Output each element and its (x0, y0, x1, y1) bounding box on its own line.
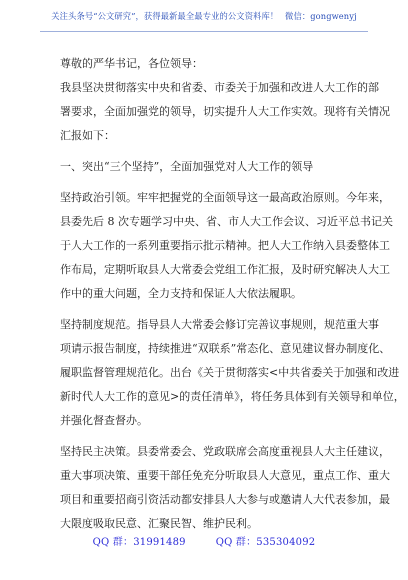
paragraph-institution-line: 新时代人大工作的意见>的责任清单》，将任务具体到有关领导和单位， (60, 390, 405, 403)
salutation: 尊敬的严华书记，各位领导： (60, 57, 203, 70)
paragraph-political-line: 于人大工作的一系列重要指示批示精神。把人大工作纳入县委整体工 (60, 239, 390, 252)
paragraph-political-line: 作布局，定期听取县人大常委会党组工作汇报，及时研究解决人大工 (60, 263, 390, 276)
paragraph-democracy-line: 坚持民主决策。县委常委会、党政联席会高度重视县人大主任建议， (60, 445, 390, 458)
paragraph-democracy-line: 大限度吸取民意、汇聚民智、维护民利。 (60, 517, 258, 530)
paragraph-institution-line: 履职监督管理规范化。出台《关于贯彻落实<中共省委关于加强和改进 (60, 366, 400, 379)
section-heading: 一、突出“三个坚持”，全面加强党对人大工作的领导 (60, 160, 314, 173)
header-banner (0, 10, 408, 22)
paragraph-democracy-line: 重大事项决策、重要干部任免充分听取县人大意见，重点工作、重大 (60, 469, 390, 482)
paragraph-intro-line: 我县坚决贯彻落实中央和省委、市委关于加强和改进人大工作的部 (60, 81, 379, 94)
footer-banner (0, 533, 408, 548)
paragraph-institution-line: 项请示报告制度，持续推进“双联系”常态化、意见建议督办制度化、 (60, 342, 391, 355)
paragraph-intro-line: 署要求，全面加强党的领导，切实提升人大工作实效。现将有关情况 (60, 105, 390, 118)
paragraph-political-line: 作中的重大问题，全力支持和保证人大依法履职。 (60, 287, 302, 300)
document-body (60, 52, 405, 536)
paragraph-political-line: 县委先后 8 次专题学习中央、省、市人大工作会议、习近平总书记关 (60, 215, 393, 228)
paragraph-political-line: 坚持政治引领。牢牢把握党的全面领导这一最高政治原则。今年来， (60, 191, 390, 204)
footer-qq-group-1: QQ 群：31991489 (92, 537, 186, 548)
paragraph-institution-line: 并强化督查督办。 (60, 414, 148, 427)
paragraph-institution-line: 坚持制度规范。指导县人大常委会修订完善议事规则，规范重大事 (60, 318, 379, 331)
footer-qq-group-2: QQ 群：535304092 (215, 537, 316, 548)
header-divider (40, 31, 368, 32)
paragraph-intro-line: 汇报如下： (60, 129, 115, 142)
header-wechat-text: 微信：gongwenyj (285, 11, 357, 21)
paragraph-democracy-line: 项目和重要招商引资活动都安排县人大参与或邀请人大代表参加，最 (60, 493, 390, 506)
header-promo-text: 关注头条号“公文研究”，获得最新最全最专业的公文资料库！ (51, 11, 279, 21)
